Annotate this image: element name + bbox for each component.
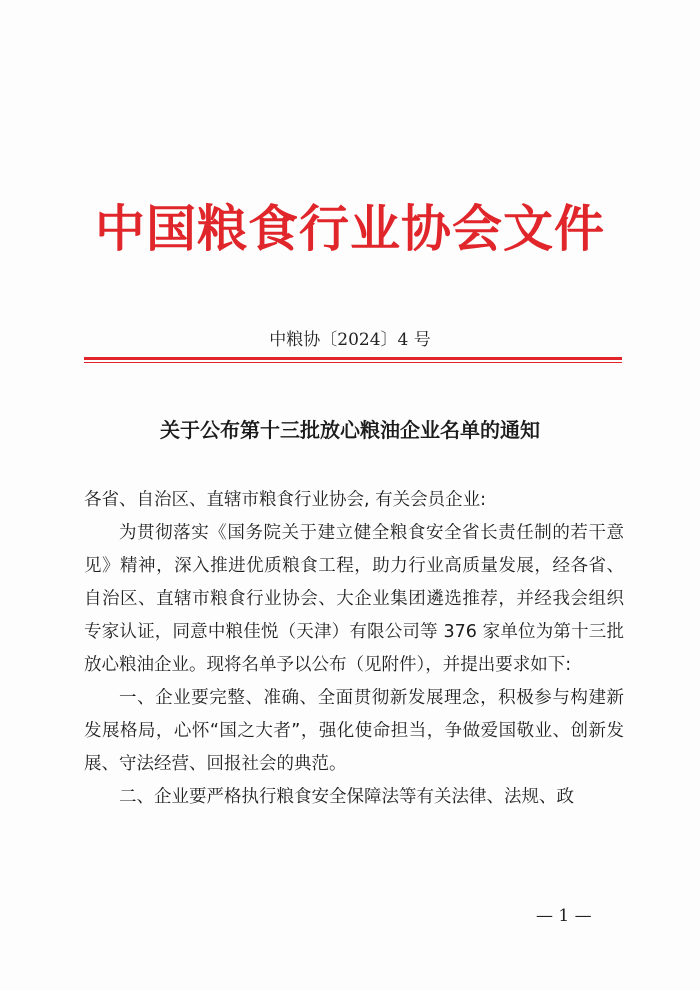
body-paragraph-3: 二、企业要严格执行粮食安全保障法等有关法律、法规、政 [119,787,574,807]
document-number: 中粮协〔2024〕4 号 [269,330,431,350]
red-divider-line [84,357,622,360]
red-divider-line-thin [84,362,622,363]
notice-title: 关于公布第十三批放心粮油企业名单的通知 [160,418,540,442]
notice-body [84,484,624,814]
salutation: 各省、自治区、直辖市粮食行业协会, 有关会员企业: [84,490,487,510]
body-paragraph-2: 一、企业要完整、准确、全面贯彻新发展理念，积极参与构建新发展格局，心怀“国之大者”，强化使命担当，争做爱国敬业、创新发展、守法经营、回报社会的典范。 [84,688,624,774]
body-paragraph-1: 为贯彻落实《国务院关于建立健全粮食安全省长责任制的若干意见》精神，深入推进优质粮食工程，助力行业高质量发展，经各省、自治区、直辖市粮食行业协会、大企业集团遴选推荐，并经我会组织专家认证，同意中粮佳悦（天津）有限公司等 376 家单位为第十三批放心粮油企业。现将名单予以公布（见附件），并提出要求如下: [84,523,624,675]
document-masthead: 中国粮食行业协会文件 [95,199,605,258]
page-number: — 1 — [536,906,592,926]
